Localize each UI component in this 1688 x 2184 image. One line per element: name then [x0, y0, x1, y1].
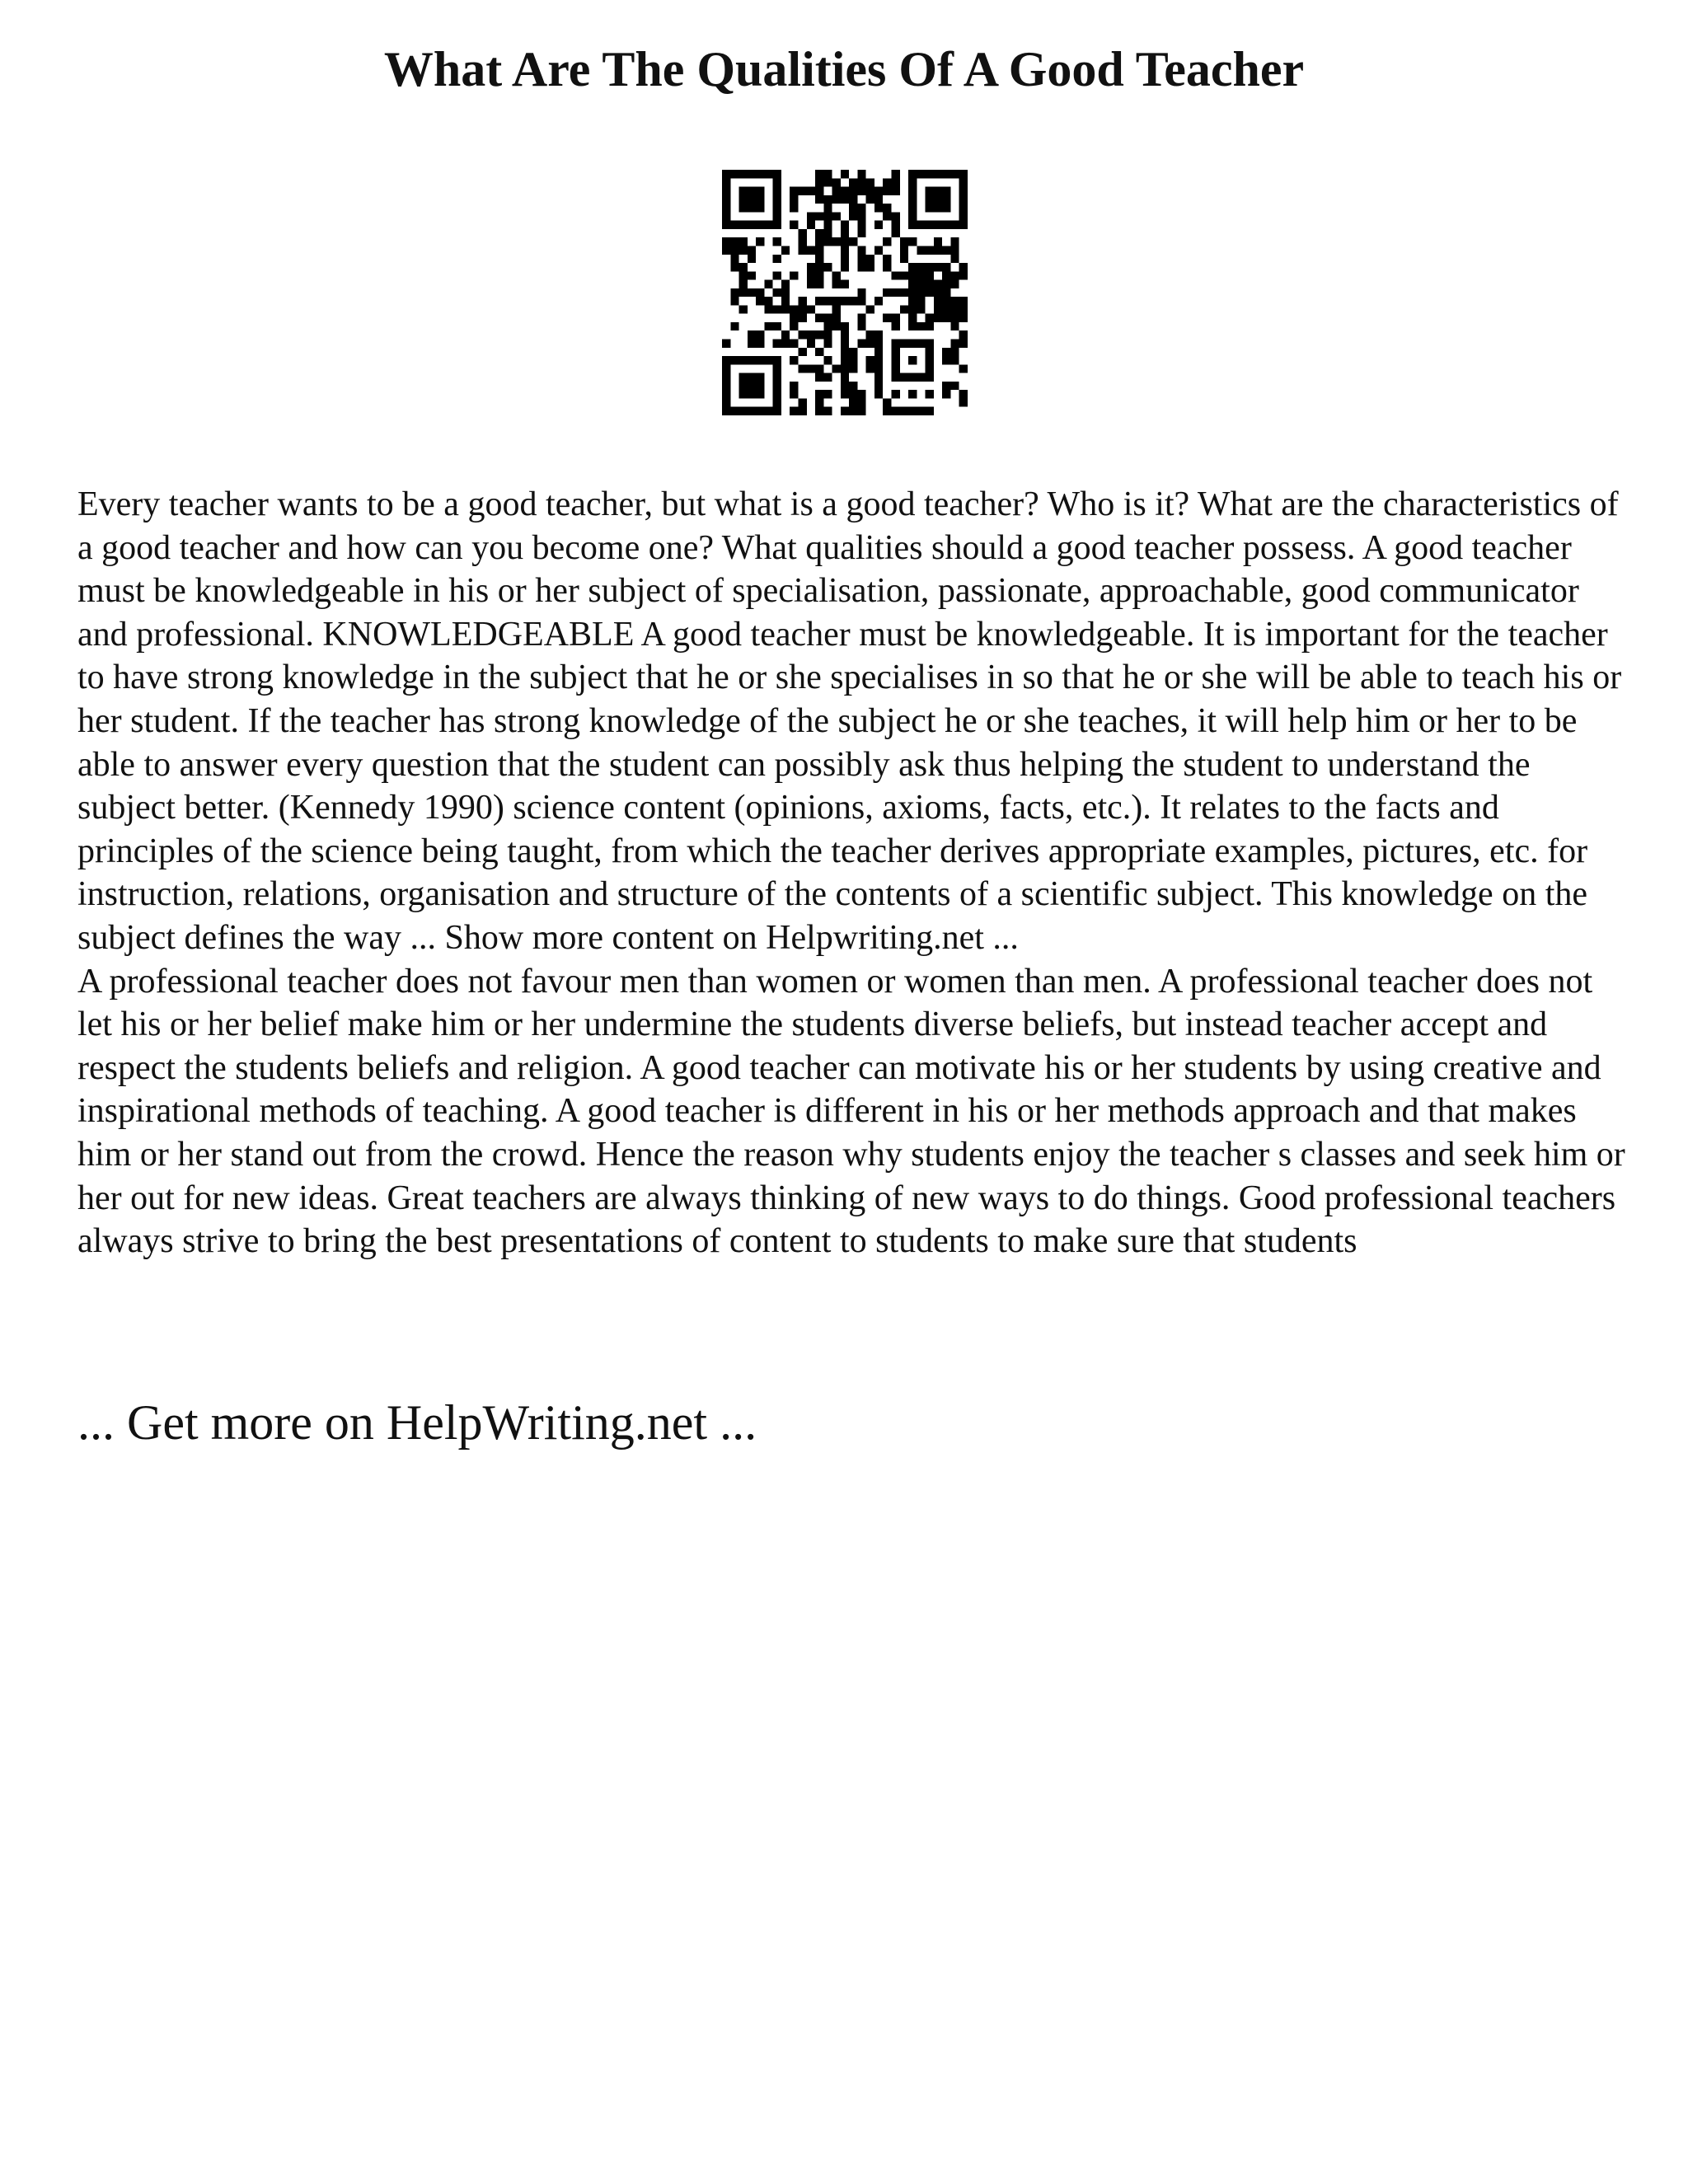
qr-code-icon	[722, 170, 968, 415]
article-body	[77, 483, 1627, 1263]
paragraph: Every teacher wants to be a good teacher, but what is a good teacher? Who is it? What are the characteristics of a good teacher and how can you become one? What qualities should a good teacher possess. A good teacher must be knowledgeable in his or her subject of specialisation, passionate, approachable, good communicator and professional. KNOWLEDGEABLE A good teacher must be knowledgeable. It is important for the teacher to have strong knowledge in the subject that he or she specialises in so that he or she will be able to teach his or her student. If the teacher has strong knowledge of the subject he or she teaches, it will help him or her to be able to answer every question that the student can possibly ask thus helping the student to understand the subject better. (Kennedy 1990) science content (opinions, axioms, facts, etc.). It relates to the facts and principles of the science being taught, from which the teacher derives appropriate examples, pictures, etc. for instruction, relations, organisation and structure of the contents of a scientific subject. This knowledge on the subject defines the way ... Show more content on Helpwriting.net ...	[77, 485, 1622, 957]
get-more-link[interactable]: ... Get more on HelpWriting.net ...	[77, 1395, 757, 1450]
paragraph: A professional teacher does not favour men than women or women than men. A professional teacher does not let his or her belief make him or her undermine the students diverse beliefs, but instead teacher accept and respect the students beliefs and religion. A good teacher can motivate his or her students by using creative and inspirational methods of teaching. A good teacher is different in his or her methods approach and that makes him or her stand out from the crowd. Hence the reason why students enjoy the teacher s classes and seek him or her out for new ideas. Great teachers are always thinking of new ways to do things. Good professional teachers always strive to bring the best presentations of content to students to make sure that students	[77, 962, 1625, 1261]
page-title: What Are The Qualities Of A Good Teacher	[383, 42, 1305, 96]
